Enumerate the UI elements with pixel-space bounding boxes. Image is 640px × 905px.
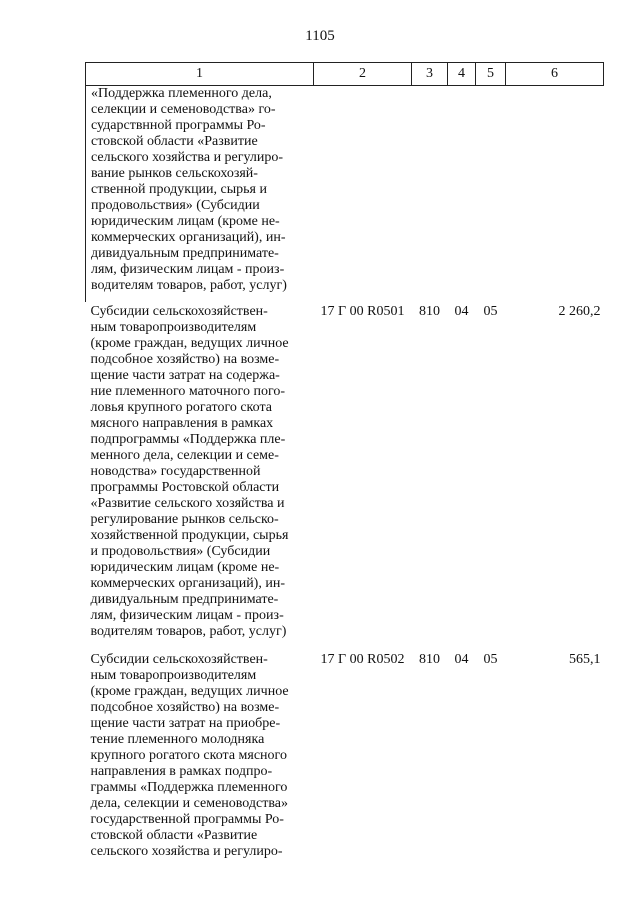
row-subsection: 05 xyxy=(483,652,498,667)
header-col-5: 5 xyxy=(476,63,506,86)
header-col-2: 2 xyxy=(314,63,412,86)
row-amount: 2 260,2 xyxy=(558,304,601,319)
continuation-description: «Поддержка племенного дела, селекции и семеноводства» го- сударствнной программы Ро- стовской области «Развитие сельского хозяйства и регулиро- вание рынков сельскохозяй- ственной продукции, сырья и продовольствия» (Субсидии юридическим лицам (кроме не- коммерческих организаций), ин- дивидуальным предпринимате- лям, физическим лицам - произ- водителям товаров, работ, услуг) xyxy=(86,86,314,303)
header-col-6: 6 xyxy=(506,63,604,86)
header-row xyxy=(86,63,604,86)
row-section: 04 xyxy=(454,304,469,319)
row-amount: 565,1 xyxy=(569,652,601,667)
header-col-3: 3 xyxy=(412,63,448,86)
row-target-code: 17 Г 00 R0502 xyxy=(320,652,405,667)
row-section: 04 xyxy=(454,652,469,667)
table-row xyxy=(86,650,604,860)
row-target-code: 17 Г 00 R0501 xyxy=(320,304,405,319)
row-description: Субсидии сельскохозяйствен- ным товаропроизводителям (кроме граждан, ведущих личное подсобное хозяйство) на возме- щение части затрат на приобре- тение племенного молодняка крупного рогатого скота мясного направления в рамках подпро- граммы «Поддержка племенного дела, селекции и семеноводства» государственной программы Ро- стовской области «Развитие сельского хозяйства и регулиро- xyxy=(90,652,289,859)
table-header xyxy=(86,63,604,86)
header-col-1: 1 xyxy=(86,63,314,86)
row-expense-type: 810 xyxy=(419,652,440,667)
page-number: 1105 xyxy=(305,28,335,44)
budget-table xyxy=(85,62,604,860)
table-row xyxy=(86,302,604,650)
row-subsection: 05 xyxy=(483,304,498,319)
row-expense-type: 810 xyxy=(419,304,440,319)
header-col-4: 4 xyxy=(448,63,476,86)
table-row-continuation xyxy=(86,86,604,303)
row-description: Субсидии сельскохозяйствен- ным товаропроизводителям (кроме граждан, ведущих личное подсобное хозяйство) на возме- щение части затрат на содержа- ние племенного маточного пого- ловья крупного рогатого скота мясного направления в рамках подпрограммы «Поддержка пле- менного дела, селекции и семе- новодства» государственной программы Ростовской области «Развитие сельского хозяйства и регулирование рынков сельско- хозяйственной продукции, сырья и продовольствия» (Субсидии юридическим лицам (кроме не- коммерческих организаций), ин- дивидуальным предпринимате- лям, физическим лицам - произ- водителям товаров, работ, услуг) xyxy=(90,304,289,639)
